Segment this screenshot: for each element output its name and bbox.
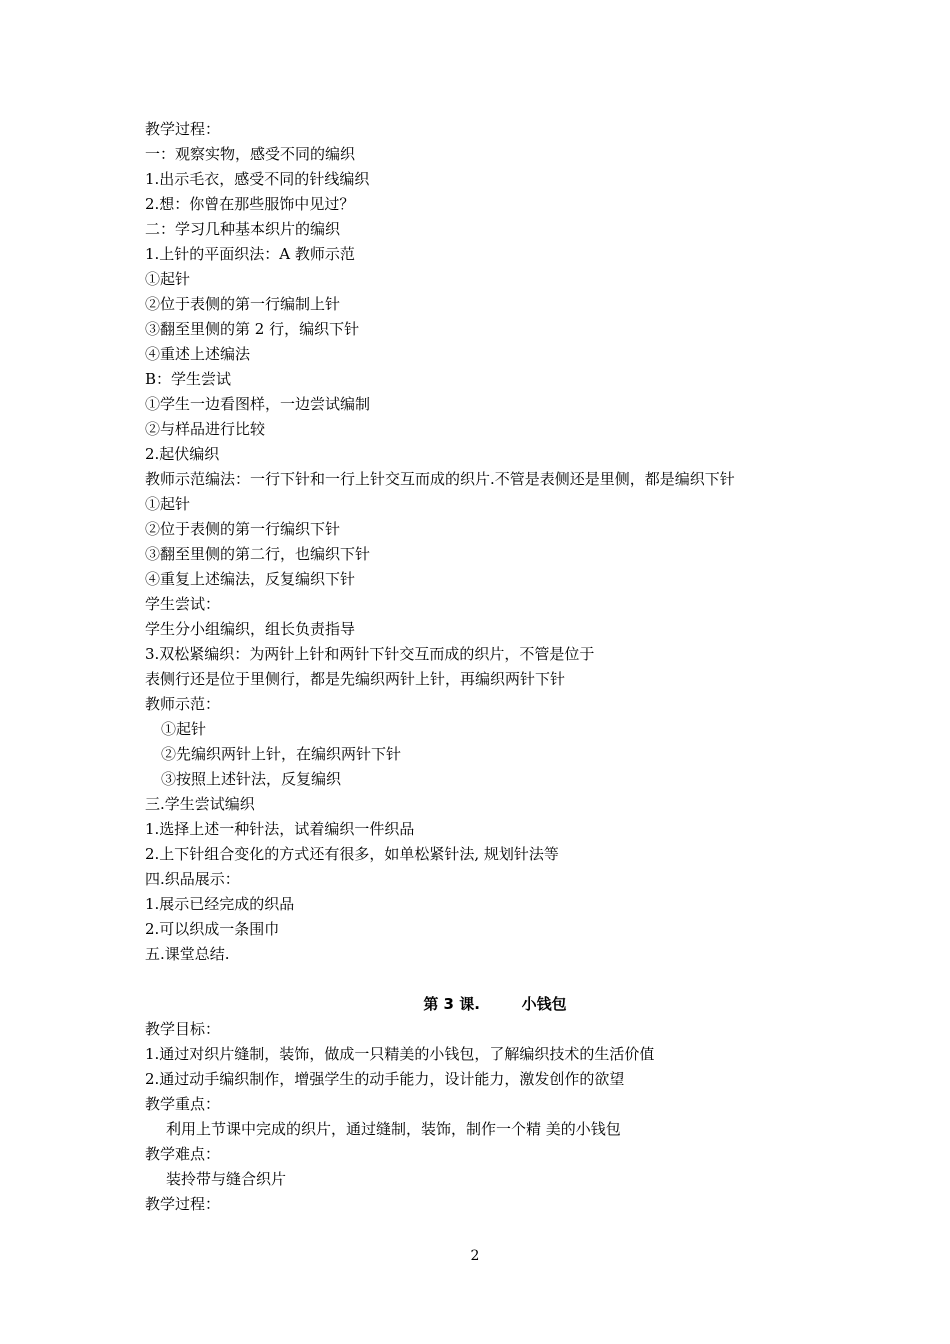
list-item: ①学生一边看图样，一边尝试编制: [145, 395, 371, 413]
text-line: 2.可以织成一条围巾: [145, 920, 280, 938]
difficulty-heading: 教学难点：: [145, 1145, 221, 1163]
step-four-heading: 四.织品展示：: [145, 870, 240, 888]
text-line: 2.上下针组合变化的方式还有很多，如单松紧针法, 规划针法等: [145, 845, 559, 863]
text-line: 1.选择上述一种针法，试着编织一件织品: [145, 820, 415, 838]
text-line: 学生尝试：: [145, 595, 221, 613]
text-line: 2.想：你曾在那些服饰中见过？: [145, 195, 355, 213]
text-line: 2.通过动手编织制作，增强学生的动手能力，设计能力，激发创作的欲望: [145, 1070, 625, 1088]
page-number: 2: [470, 1248, 480, 1264]
list-item: ④重述上述编法: [145, 345, 251, 363]
text-line: 装拎带与缝合织片: [166, 1170, 287, 1188]
paragraph: 教师示范编法：一行下针和一行上针交互而成的织片.不管是表侧还是里侧，都是编织下针: [145, 470, 735, 488]
list-item: ①起针: [145, 270, 191, 288]
text-line: 教师示范：: [145, 695, 221, 713]
lesson-title: 第 3 课. 小钱包: [423, 995, 567, 1013]
list-item: ②先编织两针上针，在编织两针下针: [161, 745, 402, 763]
list-item: ①起针: [161, 720, 207, 738]
text-line: 表侧行还是位于里侧行，都是先编织两针上针，再编织两针下针: [145, 670, 566, 688]
text-line: 1.通过对织片缝制，装饰，做成一只精美的小钱包，了解编织技术的生活价值: [145, 1045, 655, 1063]
list-item: ②位于表侧的第一行编制上针: [145, 295, 341, 313]
text-line: 1.上针的平面织法：A 教师示范: [145, 245, 355, 263]
list-item: ④重复上述编法，反复编织下针: [145, 570, 356, 588]
text-line: 2.起伏编织: [145, 445, 220, 463]
spacer: [145, 967, 825, 992]
list-item: ②位于表侧的第一行编织下针: [145, 520, 341, 538]
process-heading: 教学过程：: [145, 120, 221, 138]
list-item: ③按照上述针法，反复编织: [161, 770, 342, 788]
text-line: 1.展示已经完成的织品: [145, 895, 295, 913]
document-body: [145, 117, 825, 1217]
list-item: ①起针: [145, 495, 191, 513]
step-one-heading: 一：观察实物，感受不同的编织: [145, 145, 356, 163]
text-line: 1.出示毛衣，感受不同的针线编织: [145, 170, 370, 188]
list-item: ③翻至里侧的第二行，也编织下针: [145, 545, 371, 563]
text-line: B：学生尝试: [145, 370, 232, 388]
list-item: ②与样品进行比较: [145, 420, 266, 438]
list-item: ③翻至里侧的第 2 行，编织下针: [145, 320, 360, 338]
process-heading: 教学过程：: [145, 1195, 221, 1213]
text-line: 学生分小组编织，组长负责指导: [145, 620, 356, 638]
text-line: 3.双松紧编织：为两针上针和两针下针交互而成的织片，不管是位于: [145, 645, 595, 663]
step-two-heading: 二：学习几种基本织片的编织: [145, 220, 341, 238]
goals-heading: 教学目标：: [145, 1020, 221, 1038]
step-three-heading: 三.学生尝试编织: [145, 795, 255, 813]
key-points-heading: 教学重点：: [145, 1095, 221, 1113]
text-line: 利用上节课中完成的织片，通过缝制，装饰，制作一个精 美的小钱包: [166, 1120, 621, 1138]
step-five-heading: 五.课堂总结.: [145, 945, 230, 963]
